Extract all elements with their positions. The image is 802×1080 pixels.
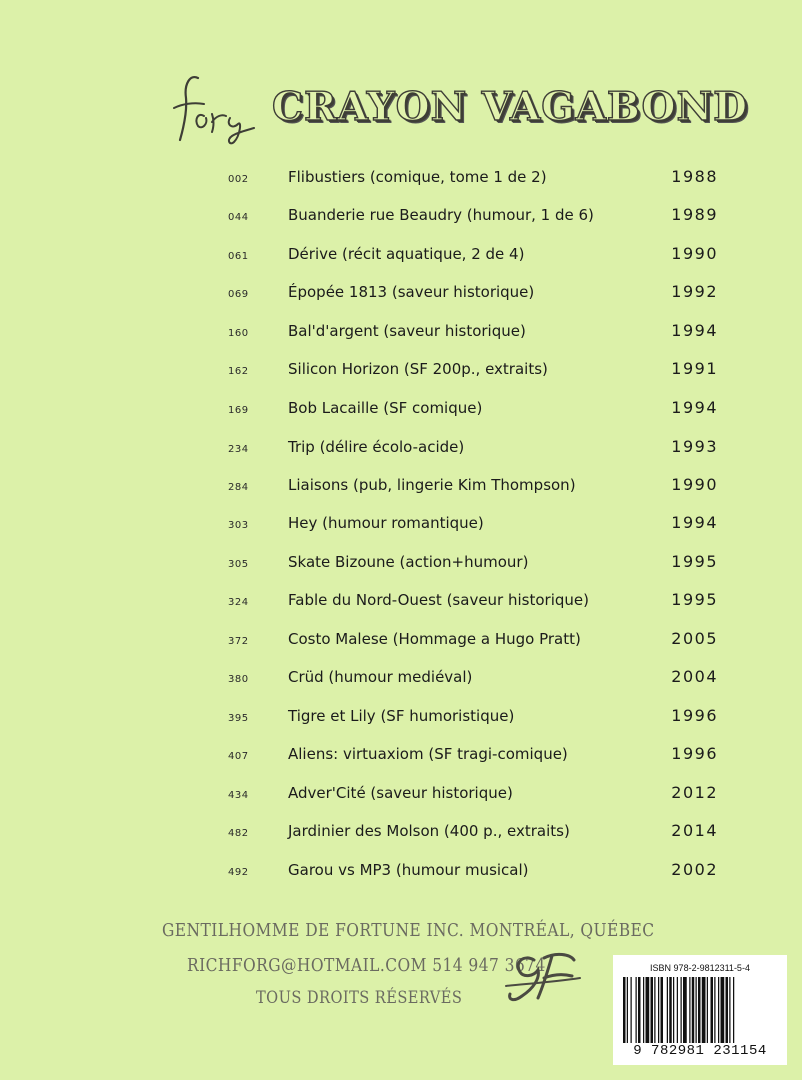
catalog-year: 1989	[671, 205, 718, 224]
catalog-row	[0, 780, 802, 810]
catalog-title: Flibustiers (comique, tome 1 de 2)	[288, 168, 547, 186]
barcode-bar	[692, 977, 695, 1043]
barcode-bar	[636, 977, 637, 1043]
catalog-title: Bob Lacaille (SF comique)	[288, 399, 483, 417]
catalog-row	[0, 741, 802, 771]
catalog-year: 1995	[671, 552, 718, 571]
barcode-bar	[623, 977, 626, 1043]
barcode-bar	[711, 977, 714, 1043]
catalog-year: 2014	[671, 821, 718, 840]
barcode-bar	[677, 977, 678, 1043]
barcode-bar	[627, 977, 628, 1043]
catalog-year: 1991	[671, 359, 718, 378]
catalog-number: 169	[228, 405, 249, 416]
catalog-row	[0, 703, 802, 733]
barcode-bar	[702, 977, 706, 1043]
catalog-number: 061	[228, 251, 249, 262]
catalog-number: 395	[228, 713, 249, 724]
catalog-title: Dérive (récit aquatique, 2 de 4)	[288, 245, 525, 263]
catalog-row	[0, 356, 802, 386]
catalog-row	[0, 395, 802, 425]
catalog-title: Aliens: virtuaxiom (SF tragi-comique)	[288, 745, 568, 763]
catalog-year: 1990	[671, 475, 718, 494]
catalog-title: Adver'Cité (saveur historique)	[288, 784, 513, 802]
isbn-barcode	[613, 955, 787, 1065]
catalog-title: Tigre et Lily (SF humoristique)	[288, 707, 515, 725]
catalog-row	[0, 472, 802, 502]
barcode-bar	[661, 977, 664, 1043]
catalog-row	[0, 664, 802, 694]
catalog-year: 2005	[671, 629, 718, 648]
catalog-number: 305	[228, 559, 249, 570]
barcode-bar	[721, 977, 725, 1043]
barcode-bars-icon	[623, 977, 779, 1043]
catalog-title: Trip (délire écolo-acide)	[288, 438, 465, 456]
gf-monogram-icon	[504, 948, 582, 1008]
barcode-bar	[683, 977, 687, 1043]
barcode-bar	[707, 977, 708, 1043]
book-title: CRAYON VAGABOND	[272, 84, 748, 130]
catalog-year: 1995	[671, 590, 718, 609]
barcode-bar	[689, 977, 690, 1043]
catalog-year: 1994	[671, 398, 718, 417]
barcode-bar	[646, 977, 650, 1043]
catalog-number: 492	[228, 867, 249, 878]
barcode-digits: 9 782981 231154	[633, 1043, 767, 1059]
barcode-bar	[654, 977, 655, 1043]
catalog-year: 1996	[671, 706, 718, 725]
isbn-label: ISBN 978-2-9812311-5-4	[650, 963, 750, 973]
barcode-bar	[718, 977, 719, 1043]
barcode-bar	[651, 977, 654, 1043]
forg-signature-icon	[160, 68, 260, 148]
publisher-name: GENTILHOMME DE FORTUNE INC. MONTRÉAL, QUÉBEC	[162, 920, 655, 941]
catalog-title: Fable du Nord-Ouest (saveur historique)	[288, 591, 589, 609]
catalog-title: Skate Bizoune (action+humour)	[288, 553, 529, 571]
catalog-row	[0, 318, 802, 348]
catalog-number: 069	[228, 289, 249, 300]
catalog-row	[0, 164, 802, 194]
barcode-bar	[733, 977, 734, 1043]
catalog-row	[0, 434, 802, 464]
catalog-row	[0, 510, 802, 540]
barcode-bar	[714, 977, 715, 1043]
catalog-number: 372	[228, 636, 249, 647]
catalog-title: Buanderie rue Beaudry (humour, 1 de 6)	[288, 206, 594, 224]
catalog-number: 407	[228, 751, 249, 762]
catalog-number: 002	[228, 174, 249, 185]
catalog-row	[0, 626, 802, 656]
catalog-number: 303	[228, 520, 249, 531]
catalog-row	[0, 857, 802, 887]
catalog-title: Jardinier des Molson (400 p., extraits)	[288, 822, 570, 840]
catalog-number: 234	[228, 444, 249, 455]
catalog-number: 044	[228, 212, 249, 223]
barcode-bar	[631, 977, 632, 1043]
catalog-number: 160	[228, 328, 249, 339]
barcode-bar	[673, 977, 674, 1043]
catalog-row	[0, 818, 802, 848]
publisher-contact: RICHFORG@HOTMAIL.COM 514 947 3674	[187, 955, 546, 976]
catalog-year: 1992	[671, 282, 718, 301]
catalog-year: 1988	[671, 167, 718, 186]
catalog-row	[0, 587, 802, 617]
barcode-bar	[696, 977, 697, 1043]
catalog-row	[0, 279, 802, 309]
catalog-number: 380	[228, 674, 249, 685]
catalog-year: 1996	[671, 744, 718, 763]
catalog-year: 2004	[671, 667, 718, 686]
rights-notice: TOUS DROITS RÉSERVÉS	[256, 988, 463, 1008]
catalog-row	[0, 549, 802, 579]
catalog-title: Hey (humour romantique)	[288, 514, 484, 532]
catalog-row	[0, 241, 802, 271]
barcode-bar	[658, 977, 659, 1043]
catalog-number: 482	[228, 828, 249, 839]
barcode-bar	[729, 977, 730, 1043]
barcode-bar	[638, 977, 641, 1043]
catalog-title: Costo Malese (Hommage a Hugo Pratt)	[288, 630, 581, 648]
catalog-year: 1994	[671, 513, 718, 532]
barcode-bar	[667, 977, 668, 1043]
barcode-bar	[643, 977, 644, 1043]
catalog-title: Silicon Horizon (SF 200p., extraits)	[288, 360, 548, 378]
catalog-year: 1993	[671, 437, 718, 456]
catalog-title: Bal'd'argent (saveur historique)	[288, 322, 526, 340]
barcode-bar	[669, 977, 672, 1043]
catalog-year: 2012	[671, 783, 718, 802]
catalog-year: 1994	[671, 321, 718, 340]
catalog-number: 284	[228, 482, 249, 493]
catalog-row	[0, 202, 802, 232]
catalog-title: Garou vs MP3 (humour musical)	[288, 861, 529, 879]
barcode-bar	[698, 977, 701, 1043]
catalog-number: 162	[228, 366, 249, 377]
catalog-title: Liaisons (pub, lingerie Kim Thompson)	[288, 476, 576, 494]
catalog-title: Épopée 1813 (saveur historique)	[288, 283, 535, 301]
catalog-number: 324	[228, 597, 249, 608]
barcode-bar	[681, 977, 682, 1043]
catalog-year: 1990	[671, 244, 718, 263]
barcode-bar	[726, 977, 729, 1043]
catalog-year: 2002	[671, 860, 718, 879]
catalog-title: Crüd (humour mediéval)	[288, 668, 473, 686]
catalog-number: 434	[228, 790, 249, 801]
